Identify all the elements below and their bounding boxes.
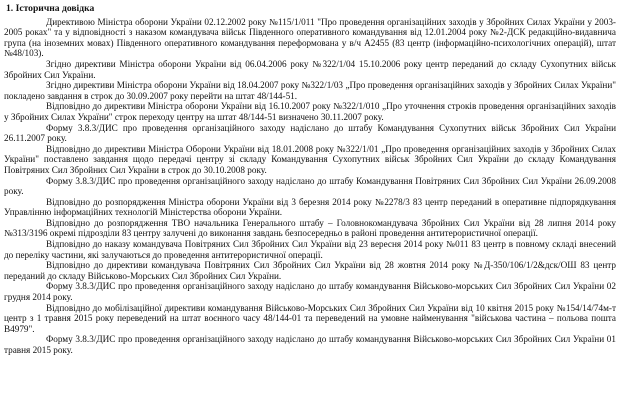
paragraph-1: Директивою Міністра оборони України 02.12.2002 року №115/1/011 "Про проведення організаційних заходів у Збройних Силах України у 2003-2005 роках" та у відповідності з наказом командувача військ Південного оперативного командування від 12.01.2004 року №2-ДСК редакційно-видавнича група (на іноземних мовах) Південного оперативного командування переформована у в/ч А2455 (83 центр (інформаційно-психологічних операцій), штат №48/103).	[4, 16, 616, 59]
paragraph-10: Відповідно до наказу командувача Повітряних Сил Збройних Сил України від 23 вересня 2014 року №011 83 центр в повному складі внесений до переліку частини, які залучаються до проведення антитерористичної операції.	[4, 239, 616, 260]
paragraph-7: Форму 3.8.3/ДИС про проведення організаційного заходу надіслано до штабу Командування Повітряних Сил Збройних Сил України 26.09.2008 року.	[4, 175, 616, 197]
paragraph-14: Форму 3.8.3/ДИС про проведення організаційного заходу надіслано до штабу командування Військово-морських Сил Збройних Сил України 01 травня 2015 року.	[4, 334, 616, 355]
paragraph-3: Згідно директиви Міністра оборони України від 18.04.2007 року №322/1/03 „Про проведення організаційних заходів у Збройних Силах України" покладено завдання в строк до 30.09.2007 року перейти на штат 48/144-51.	[4, 80, 616, 101]
paragraph-8: Відповідно до розпорядження Міністра оборони України від 3 березня 2014 року №2278/3 83 центр переданий в оперативне підпорядкування Управлінню інформаційних технологій Міністерства оборони України.	[4, 196, 616, 218]
paragraph-5: Форму 3.8.3/ДИС про проведення організаційного заходу надіслано до штабу Командування Сухопутних військ Збройних Сил України 26.11.2007 року.	[4, 122, 616, 144]
paragraph-6: Відповідно до директиви Міністра Оборони України від 18.01.2008 року №322/1/01 „Про проведення організаційних заходів у Збройних Силах України" поставлено завдання щодо передачі центру зі складу Командування Сухопутних військ Збройних Сил України до складу Командування Повітряних Сил Збройних Сил України в строк до 30.10.2008 року.	[4, 143, 616, 175]
paragraph-13: Відповідно до мобілізаційної директиви командування Військово-Морських Сил Збройних Сил України від 10 квітня 2015 року №154/14/74м-т центр з 1 травня 2015 року переведений на штат воєнного часу 48/144-01 та переведений на умовне найменування "військова частина – польова пошта В4979".	[4, 302, 616, 334]
paragraph-2: Згідно директиви Міністра оборони України від 06.04.2006 року №322/1/04 15.10.2006 року центр переданий до складу Сухопутних військ Збройних Сил України.	[4, 58, 616, 80]
document-page	[4, 4, 616, 356]
paragraph-12: Форму 3.8.3/ДИС про проведення організаційного заходу надіслано до штабу командування Військово-морських Сил Збройних Сил України 02 грудня 2014 року.	[4, 281, 616, 303]
paragraph-4: Відповідно до директиви Міністра оборони України від 16.10.2007 року №322/1/010 „Про уточнення строків проведення організаційних заходів у Збройних Силах України" строк переходу центру на штат 48/144-51 визначено 30.11.2007 року.	[4, 101, 616, 122]
paragraph-9: Відповідно до розпорядження ТВО начальника Генерального штабу – Головнокомандувача Збройних Сил України від 28 липня 2014 року №313/3196 окремі підрозділи 83 центру залучені до виконання завдань безпосередньо в районі проведення антитерористичної операції.	[4, 217, 616, 239]
paragraph-11: Відповідно до директиви командувача Повітряних Сил Збройних Сил України від 28 жовтня 2014 року №Д-350/106/1/2&дск/ОШ 83 центр переданий до складу Військово-Морських Сил Збройних Сил України.	[4, 260, 616, 281]
section-heading: 1. Історична довідка	[6, 3, 95, 14]
